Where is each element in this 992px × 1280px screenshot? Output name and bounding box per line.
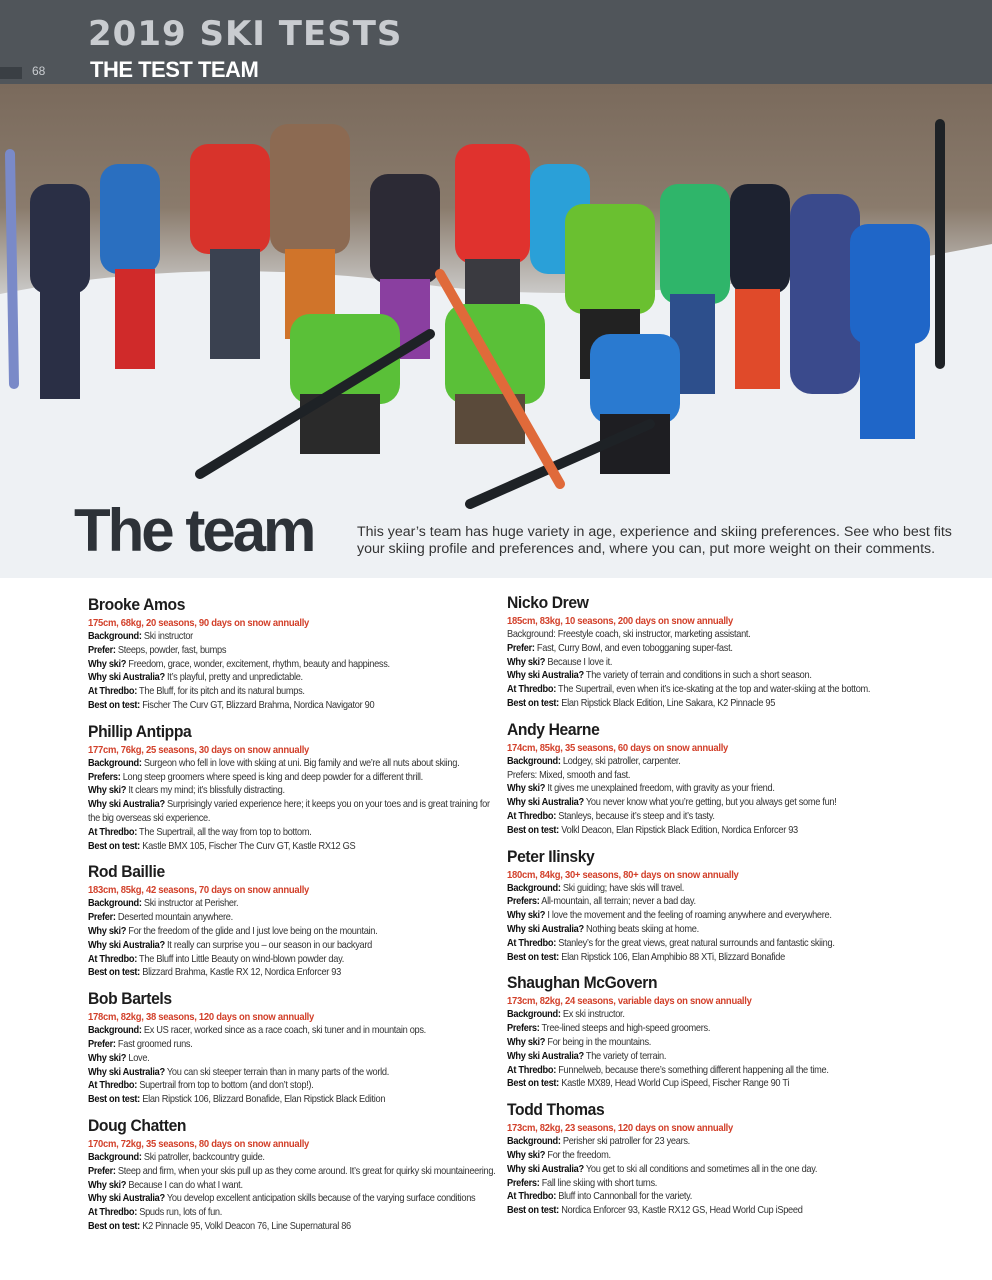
detail-label: Why ski? bbox=[88, 924, 127, 937]
detail-label: Why ski? bbox=[88, 657, 127, 670]
member-detail-at-thredbo bbox=[507, 937, 921, 951]
detail-text: You never know what you’re getting, but you always get some fun! bbox=[583, 796, 837, 809]
member-name: Bob Bartels bbox=[88, 989, 172, 1009]
detail-label: Best on test: bbox=[507, 696, 559, 709]
detail-text: Bluff into Cannonball for the variety. bbox=[555, 1190, 693, 1203]
member-detail-why-ski-australia bbox=[88, 1066, 502, 1080]
detail-text: Ex ski instructor. bbox=[560, 1008, 625, 1021]
member-detail-background bbox=[507, 1008, 921, 1022]
member-detail-at-thredbo bbox=[507, 683, 921, 697]
member-detail-prefer bbox=[88, 1038, 502, 1052]
member-name: Andy Hearne bbox=[507, 719, 600, 739]
detail-label: Why ski? bbox=[507, 782, 546, 795]
member-name: Brooke Amos bbox=[88, 595, 186, 614]
detail-label: Why ski? bbox=[88, 784, 127, 797]
member-detail-at-thredbo bbox=[88, 685, 502, 699]
detail-text: Long steep groomers where speed is king and deep powder for a different thrill. bbox=[120, 770, 423, 783]
detail-label: Prefers: bbox=[507, 1022, 540, 1035]
detail-label: Background: bbox=[88, 630, 142, 642]
detail-label: Why ski? bbox=[507, 1035, 546, 1048]
member-detail-best-on-test bbox=[88, 1220, 502, 1234]
detail-text: Because I love it. bbox=[545, 655, 613, 668]
member-stats: 180cm, 84kg, 30+ seasons, 80+ days on snow annually bbox=[507, 868, 739, 881]
detail-label: Best on test: bbox=[507, 823, 559, 836]
hero-intro: This year’s team has huge variety in age, experience and skiing preferences. See who best fits your skiing profile and preferences and, where you can, put more weight on their comments. bbox=[357, 524, 952, 557]
member-detail-prefer bbox=[88, 1165, 502, 1179]
team-member-brooke-amos bbox=[88, 594, 508, 713]
detail-text: Steeps, powder, fast, bumps bbox=[115, 643, 227, 656]
member-detail-why-ski bbox=[88, 658, 502, 672]
detail-label: At Thredbo: bbox=[88, 825, 137, 838]
detail-text: Surgeon who fell in love with skiing at uni. Big family and we’re all nuts about skiing. bbox=[141, 756, 460, 769]
member-detail-background bbox=[507, 755, 921, 769]
member-detail-prefers bbox=[507, 1177, 921, 1191]
detail-text: It’s playful, pretty and unpredictable. bbox=[164, 671, 303, 684]
detail-label: Best on test: bbox=[88, 698, 140, 711]
detail-text: Fast, Curry Bowl, and even tobogganing super-fast. bbox=[534, 641, 733, 654]
detail-text: Spuds run, lots of fun. bbox=[136, 1206, 223, 1219]
page-header bbox=[0, 0, 992, 84]
detail-label: Prefer: bbox=[507, 641, 535, 654]
team-member-andy-hearne bbox=[507, 719, 927, 838]
detail-label: Why ski Australia? bbox=[88, 1192, 165, 1205]
detail-label: At Thredbo: bbox=[88, 685, 137, 698]
member-detail-prefers bbox=[507, 769, 921, 783]
member-detail-at-thredbo bbox=[88, 953, 502, 967]
detail-text: The variety of terrain and conditions in such a short season. bbox=[583, 669, 812, 682]
team-member-nicko-drew bbox=[507, 592, 927, 711]
member-detail-why-ski bbox=[507, 656, 921, 670]
member-detail-why-ski-australia bbox=[88, 1192, 502, 1206]
detail-label: Prefer: bbox=[88, 1037, 116, 1050]
member-detail-background bbox=[88, 897, 502, 911]
member-detail-best-on-test bbox=[88, 966, 502, 980]
detail-label: Why ski Australia? bbox=[507, 922, 584, 935]
page-number: 68 bbox=[32, 64, 46, 78]
series-title: 2019 SKI TESTS bbox=[88, 14, 403, 54]
member-name: Rod Baillie bbox=[88, 862, 165, 882]
detail-text: Kastle BMX 105, Fischer The Curv GT, Kastle RX12 GS bbox=[139, 839, 356, 852]
team-member-shaughan-mcgovern bbox=[507, 972, 927, 1091]
member-stats: 174cm, 85kg, 35 seasons, 60 days on snow annually bbox=[507, 741, 729, 754]
detail-label: Background: bbox=[88, 897, 142, 910]
member-detail-why-ski bbox=[88, 1052, 502, 1066]
detail-label: Background: bbox=[88, 1150, 142, 1163]
detail-label: Why ski? bbox=[507, 655, 546, 668]
member-detail-prefers bbox=[507, 1022, 921, 1036]
detail-text: It really can surprise you – our season in our backyard bbox=[164, 938, 372, 951]
detail-label: Background: bbox=[507, 754, 561, 767]
detail-text: The Bluff, for its pitch and its natural bumps. bbox=[136, 685, 305, 698]
member-detail-background bbox=[88, 630, 502, 644]
detail-text: It clears my mind; it’s blissfully distracting. bbox=[126, 784, 285, 797]
member-detail-prefer bbox=[88, 644, 502, 658]
member-detail-why-ski-australia bbox=[88, 798, 502, 826]
detail-label: Background: bbox=[88, 756, 142, 769]
detail-label: Best on test: bbox=[88, 1219, 140, 1232]
detail-text: Fischer The Curv GT, Blizzard Brahma, Nordica Navigator 90 bbox=[139, 698, 375, 711]
detail-label: At Thredbo: bbox=[507, 809, 556, 822]
detail-label: Prefer: bbox=[88, 911, 116, 924]
member-detail-at-thredbo bbox=[507, 810, 921, 824]
member-stats: 175cm, 68kg, 20 seasons, 90 days on snow annually bbox=[88, 617, 310, 629]
detail-text: Elan Ripstick 106, Elan Amphibio 88 XTi, Blizzard Bonafide bbox=[558, 950, 785, 963]
detail-label: Why ski Australia? bbox=[507, 669, 584, 682]
detail-text: K2 Pinnacle 95, Volkl Deacon 76, Line Supernatural 86 bbox=[139, 1219, 351, 1232]
detail-text: Fast groomed runs. bbox=[115, 1037, 193, 1050]
team-member-todd-thomas bbox=[507, 1099, 927, 1218]
detail-label: Why ski Australia? bbox=[88, 1065, 165, 1078]
detail-label: Why ski Australia? bbox=[507, 796, 584, 809]
member-detail-why-ski bbox=[507, 1149, 921, 1163]
detail-text: Ski guiding; have skis will travel. bbox=[560, 881, 685, 894]
member-detail-why-ski bbox=[88, 925, 502, 939]
member-detail-why-ski bbox=[507, 782, 921, 796]
detail-text: Nordica Enforcer 93, Kastle RX12 GS, Head World Cup iSpeed bbox=[558, 1204, 803, 1217]
member-detail-why-ski bbox=[507, 909, 921, 923]
member-name: Phillip Antippa bbox=[88, 721, 192, 741]
member-detail-background bbox=[88, 757, 502, 771]
detail-text: You develop excellent anticipation skills because of the varying surface conditions bbox=[164, 1192, 476, 1205]
member-detail-best-on-test bbox=[507, 697, 921, 711]
left-column bbox=[88, 594, 508, 1242]
team-member-peter-ilinsky bbox=[507, 846, 927, 965]
member-detail-at-thredbo bbox=[507, 1190, 921, 1204]
detail-text: You get to ski all conditions and sometimes all in the one day. bbox=[583, 1162, 818, 1175]
detail-text: Elan Ripstick 106, Blizzard Bonafide, Elan Ripstick Black Edition bbox=[139, 1093, 386, 1106]
member-name: Nicko Drew bbox=[507, 593, 589, 612]
member-detail-why-ski-australia bbox=[88, 939, 502, 953]
detail-text: For the freedom of the glide and I just love being on the mountain. bbox=[126, 924, 378, 937]
hero-title: The team bbox=[74, 497, 314, 564]
detail-text: Freedom, grace, wonder, excitement, rhythm, beauty and happiness. bbox=[126, 657, 390, 670]
member-detail-why-ski-australia bbox=[507, 1163, 921, 1177]
detail-label: Prefers: bbox=[507, 895, 540, 908]
member-detail-at-thredbo bbox=[88, 826, 502, 840]
member-detail-best-on-test bbox=[507, 1077, 921, 1091]
detail-text: The Supertrail, all the way from top to bottom. bbox=[136, 825, 312, 838]
detail-text: Freestyle coach, ski instructor, marketing assistant. bbox=[555, 628, 751, 640]
detail-label: Why ski? bbox=[507, 909, 546, 922]
member-detail-why-ski-australia bbox=[507, 923, 921, 937]
member-detail-best-on-test bbox=[88, 840, 502, 854]
detail-label: Best on test: bbox=[88, 966, 140, 979]
member-stats: 185cm, 83kg, 10 seasons, 200 days on snow annually bbox=[507, 615, 734, 627]
detail-label: Why ski? bbox=[88, 1178, 127, 1191]
detail-label: At Thredbo: bbox=[88, 1079, 137, 1092]
member-detail-background bbox=[507, 1135, 921, 1149]
member-detail-best-on-test bbox=[88, 1093, 502, 1107]
detail-label: Prefers: bbox=[507, 768, 537, 781]
detail-text: Funnelweb, because there’s something different happening all the time. bbox=[555, 1063, 829, 1076]
detail-label: Best on test: bbox=[507, 950, 559, 963]
detail-label: Background: bbox=[88, 1024, 142, 1037]
detail-text: Stanley’s for the great views, great natural surrounds and fantastic skiing. bbox=[555, 936, 835, 949]
member-stats: 173cm, 82kg, 24 seasons, variable days on snow annually bbox=[507, 995, 752, 1008]
detail-label: Prefer: bbox=[88, 1164, 116, 1177]
detail-text: For being in the mountains. bbox=[545, 1035, 652, 1048]
detail-label: Best on test: bbox=[507, 1204, 559, 1217]
detail-text: Supertrail from top to bottom (and don’t stop!). bbox=[136, 1079, 314, 1092]
member-stats: 170cm, 72kg, 35 seasons, 80 days on snow annually bbox=[88, 1137, 310, 1150]
detail-label: At Thredbo: bbox=[88, 1206, 137, 1219]
detail-text: All-mountain, all terrain; never a bad day. bbox=[539, 895, 696, 908]
section-title: THE TEST TEAM bbox=[90, 57, 259, 82]
detail-text: Stanleys, because it’s steep and it’s tasty. bbox=[555, 809, 715, 822]
detail-text: Volkl Deacon, Elan Ripstick Black Edition, Nordica Enforcer 93 bbox=[558, 823, 798, 836]
detail-text: Surprisingly varied experience here; it keeps you on your toes and is great training for the big overseas ski experience. bbox=[88, 798, 490, 824]
member-detail-prefers bbox=[507, 895, 921, 909]
detail-text: Steep and firm, when your skis pull up as they come around. It’s great for quirky ski mountaineering. bbox=[115, 1164, 496, 1177]
detail-text: Deserted mountain anywhere. bbox=[115, 911, 233, 924]
detail-text: Tree-lined steeps and high-speed groomers. bbox=[539, 1022, 711, 1035]
detail-text: The Supertrail, even when it’s ice-skating at the top and water-skiing at the bottom. bbox=[555, 683, 871, 696]
member-detail-why-ski-australia bbox=[507, 796, 921, 810]
team-member-doug-chatten bbox=[88, 1115, 508, 1234]
detail-text: Lodgey, ski patroller, carpenter. bbox=[560, 754, 681, 767]
detail-text: Mixed, smooth and fast. bbox=[536, 768, 631, 781]
member-stats: 177cm, 76kg, 25 seasons, 30 days on snow annually bbox=[88, 743, 310, 756]
detail-text: You can ski steeper terrain than in many parts of the world. bbox=[164, 1065, 389, 1078]
detail-label: Why ski Australia? bbox=[507, 1162, 584, 1175]
detail-text: Ski instructor bbox=[141, 630, 193, 642]
member-detail-why-ski-australia bbox=[507, 1050, 921, 1064]
detail-text: Ski instructor at Perisher. bbox=[141, 897, 239, 910]
detail-label: Why ski Australia? bbox=[88, 798, 165, 811]
detail-label: Background: bbox=[507, 1135, 561, 1148]
detail-label: Why ski Australia? bbox=[88, 671, 165, 684]
detail-label: At Thredbo: bbox=[507, 683, 556, 696]
member-name: Doug Chatten bbox=[88, 1115, 187, 1135]
detail-text: I love the movement and the feeling of roaming anywhere and everywhere. bbox=[545, 909, 832, 922]
member-stats: 178cm, 82kg, 38 seasons, 120 days on snow annually bbox=[88, 1011, 315, 1024]
detail-text: The Bluff into Little Beauty on wind-blown powder day. bbox=[136, 952, 344, 965]
member-detail-prefer bbox=[507, 642, 921, 656]
detail-label: At Thredbo: bbox=[507, 936, 556, 949]
detail-label: Best on test: bbox=[507, 1077, 559, 1090]
detail-text: Ex US racer, worked since as a race coach, ski tuner and in mountain ops. bbox=[141, 1024, 426, 1037]
detail-label: Prefers: bbox=[507, 1176, 540, 1189]
detail-label: Prefers: bbox=[88, 770, 121, 783]
detail-label: Best on test: bbox=[88, 1093, 140, 1106]
detail-label: At Thredbo: bbox=[507, 1190, 556, 1203]
detail-label: Background: bbox=[507, 881, 561, 894]
member-detail-best-on-test bbox=[507, 824, 921, 838]
member-detail-background bbox=[88, 1024, 502, 1038]
member-stats: 183cm, 85kg, 42 seasons, 70 days on snow annually bbox=[88, 884, 310, 897]
right-column bbox=[507, 592, 927, 1226]
member-name: Todd Thomas bbox=[507, 1100, 605, 1120]
detail-text: Ski patroller, backcountry guide. bbox=[141, 1150, 265, 1163]
member-name: Peter Ilinsky bbox=[507, 846, 595, 866]
detail-label: Why ski Australia? bbox=[88, 938, 165, 951]
page-tab-marker bbox=[0, 67, 22, 79]
team-member-rod-baillie bbox=[88, 861, 508, 980]
detail-text: The variety of terrain. bbox=[583, 1049, 667, 1062]
detail-text: Elan Ripstick Black Edition, Line Sakara, K2 Pinnacle 95 bbox=[558, 696, 776, 709]
detail-text: Love. bbox=[126, 1051, 150, 1064]
detail-text: Blizzard Brahma, Kastle RX 12, Nordica Enforcer 93 bbox=[139, 966, 341, 979]
detail-label: Best on test: bbox=[88, 839, 140, 852]
detail-text: Kastle MX89, Head World Cup iSpeed, Fischer Range 90 Ti bbox=[558, 1077, 790, 1090]
member-detail-best-on-test bbox=[88, 699, 502, 713]
detail-label: Background: bbox=[507, 1008, 561, 1021]
detail-label: Why ski Australia? bbox=[507, 1049, 584, 1062]
member-detail-why-ski-australia bbox=[88, 671, 502, 685]
team-member-bob-bartels bbox=[88, 988, 508, 1107]
member-detail-why-ski bbox=[88, 1179, 502, 1193]
member-detail-why-ski bbox=[88, 784, 502, 798]
detail-text: Fall line skiing with short turns. bbox=[539, 1176, 658, 1189]
member-detail-prefer bbox=[88, 911, 502, 925]
detail-label: At Thredbo: bbox=[88, 952, 137, 965]
detail-label: Background: bbox=[507, 628, 556, 640]
detail-label: Why ski? bbox=[88, 1051, 127, 1064]
member-detail-best-on-test bbox=[507, 1204, 921, 1218]
member-detail-why-ski bbox=[507, 1036, 921, 1050]
member-detail-background bbox=[507, 628, 921, 642]
member-detail-why-ski-australia bbox=[507, 669, 921, 683]
detail-text: It gives me unexplained freedom, with gravity as your friend. bbox=[545, 782, 775, 795]
member-stats: 173cm, 82kg, 23 seasons, 120 days on snow annually bbox=[507, 1122, 734, 1135]
detail-text: For the freedom. bbox=[545, 1148, 611, 1161]
team-member-phillip-antippa bbox=[88, 721, 508, 854]
detail-text: Because I can do what I want. bbox=[126, 1178, 243, 1191]
detail-label: At Thredbo: bbox=[507, 1063, 556, 1076]
member-detail-at-thredbo bbox=[507, 1064, 921, 1078]
detail-label: Why ski? bbox=[507, 1148, 546, 1161]
detail-label: Prefer: bbox=[88, 643, 116, 656]
member-detail-prefers bbox=[88, 771, 502, 785]
member-detail-background bbox=[507, 882, 921, 896]
detail-text: Perisher ski patroller for 23 years. bbox=[560, 1135, 690, 1148]
member-detail-at-thredbo bbox=[88, 1206, 502, 1220]
detail-text: Nothing beats skiing at home. bbox=[583, 922, 699, 935]
member-detail-at-thredbo bbox=[88, 1079, 502, 1093]
member-detail-background bbox=[88, 1151, 502, 1165]
member-name: Shaughan McGovern bbox=[507, 973, 658, 993]
member-detail-best-on-test bbox=[507, 951, 921, 965]
